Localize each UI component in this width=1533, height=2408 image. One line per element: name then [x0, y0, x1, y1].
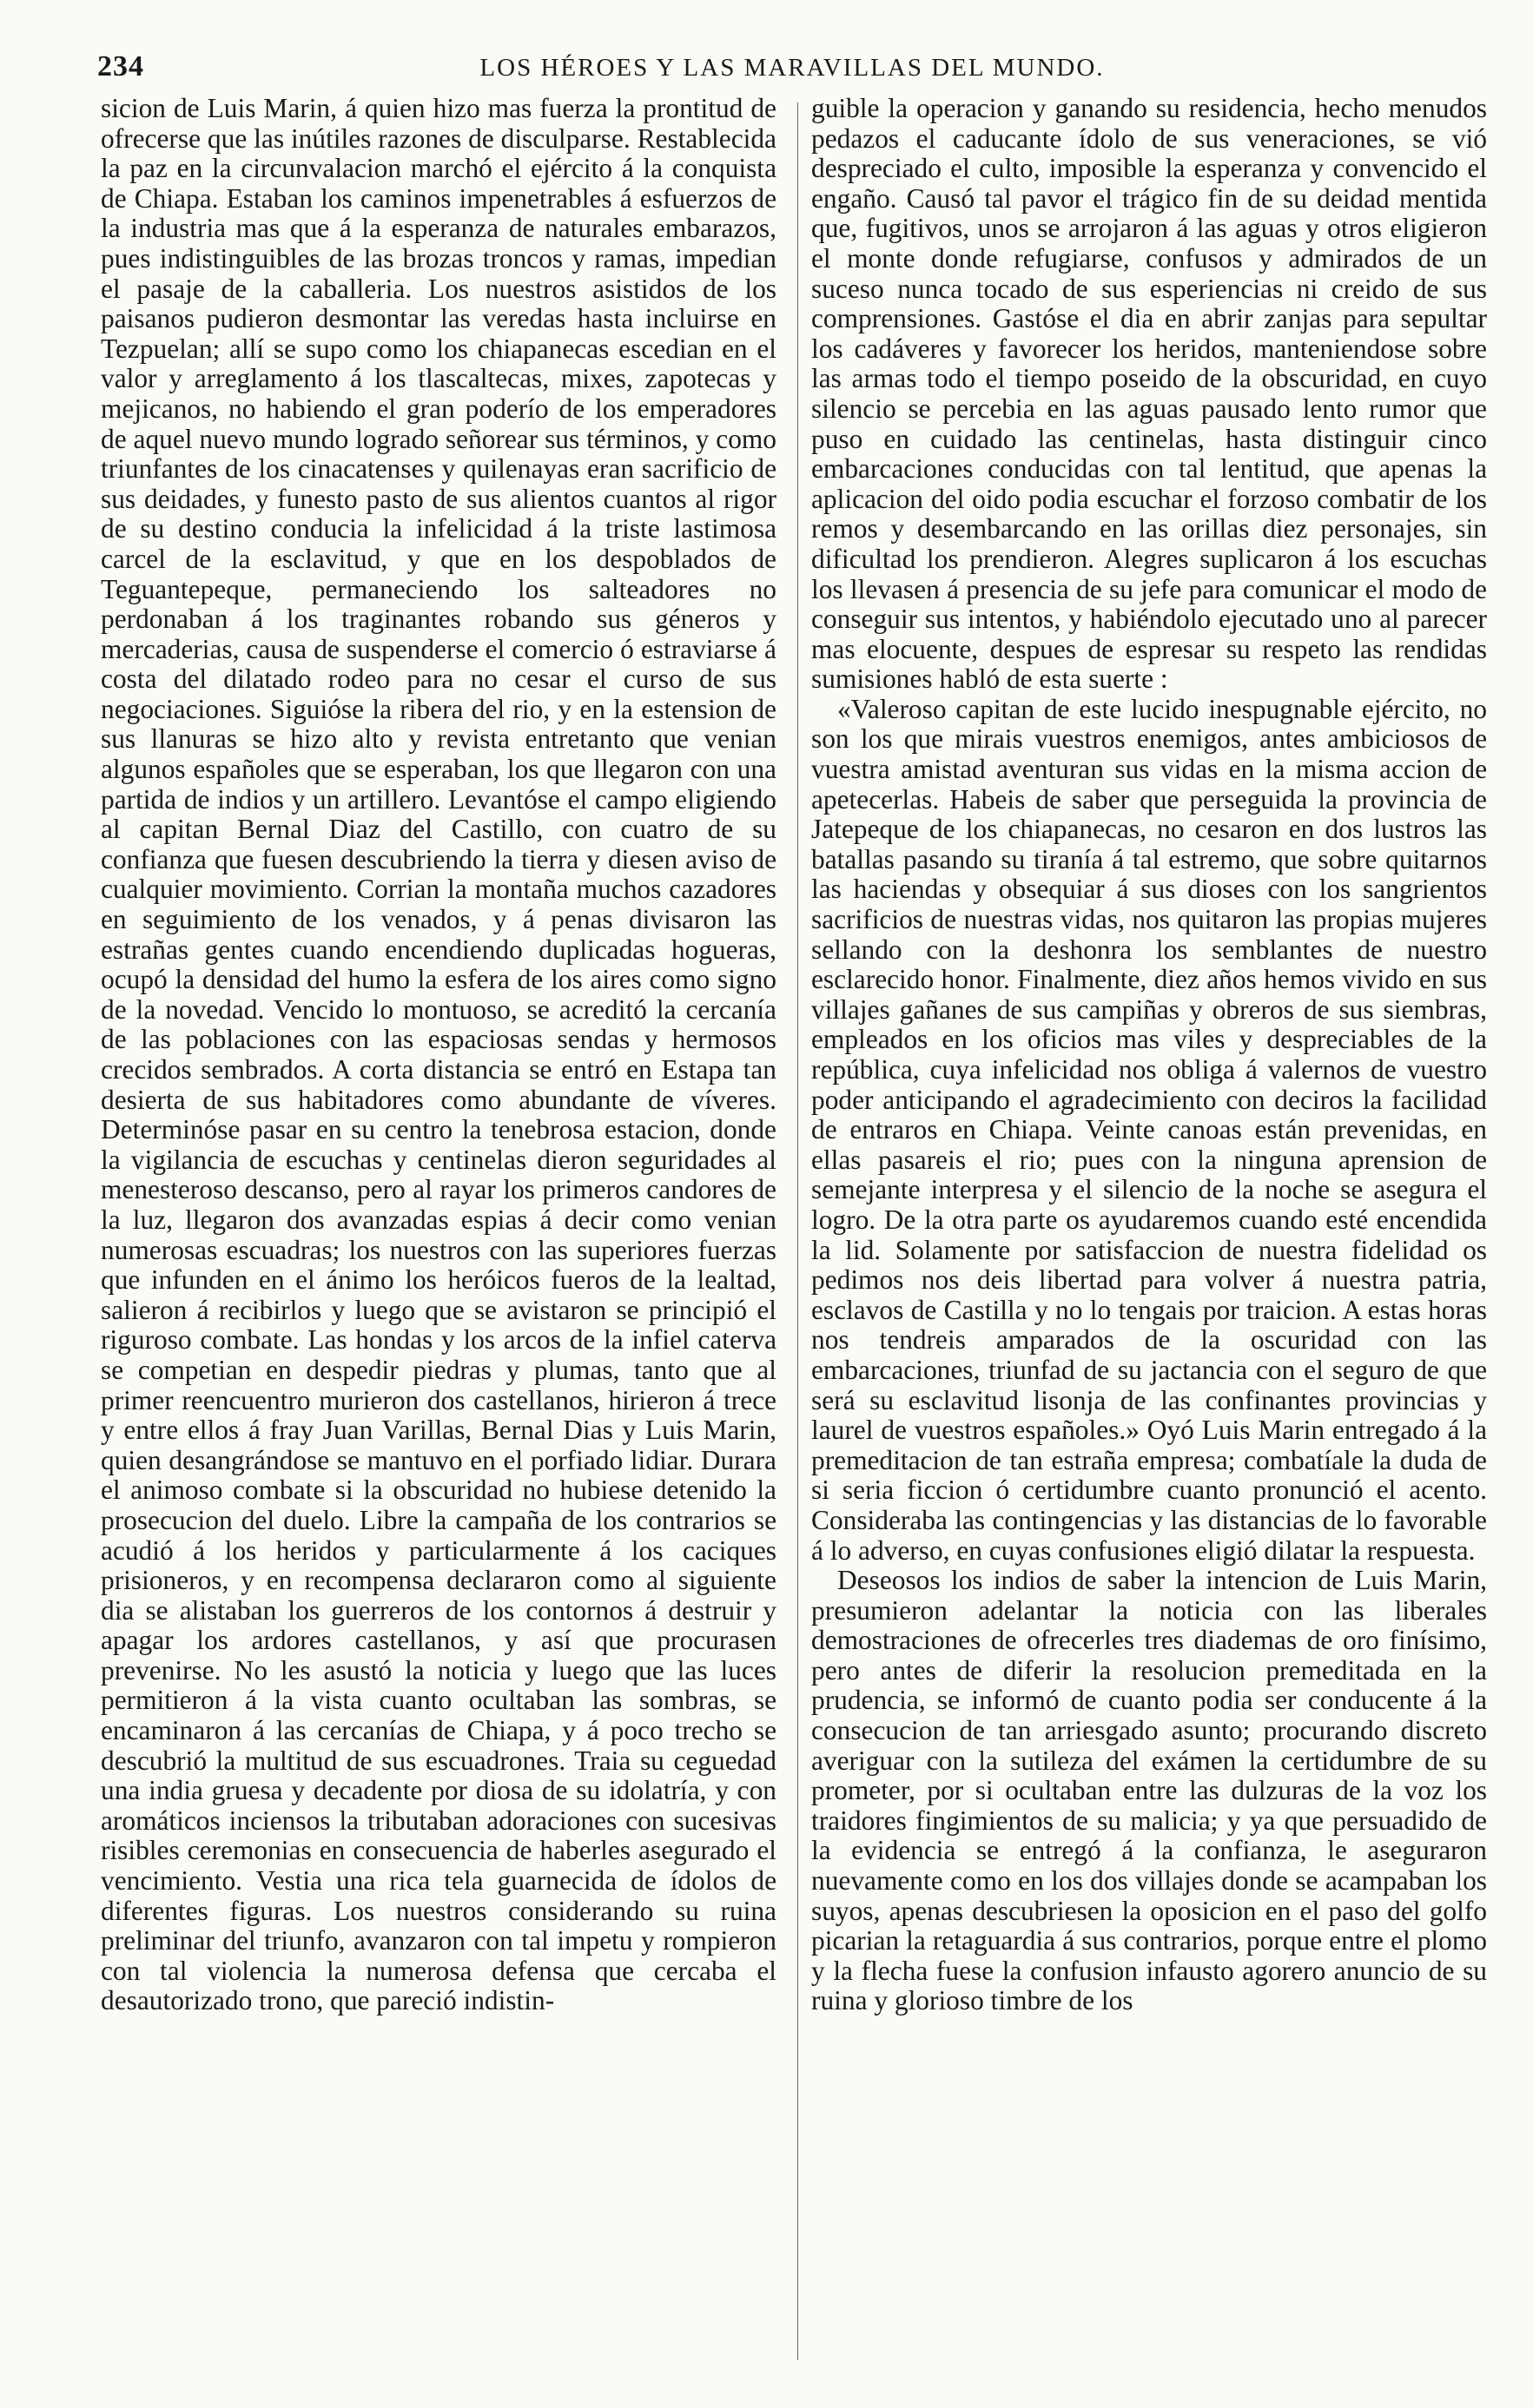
right-column [811, 94, 1487, 2369]
running-head [97, 50, 1487, 85]
right-paragraph-3: Deseosos los indios de saber la intencion de Luis Marin, presumieron adelantar la noticia con las liberales demostraciones de ofrecerles tres diademas de oro finísimo, pero antes de diferir la resolucion premeditada en la prudencia, se informó de cuanto podia ser conducente á la consecucion de tan arriesgado asunto; procurando discreto averiguar con la sutileza del exámen la certidumbre de su prometer, por si ocultaban entre las dulzuras de la voz los traidores fingimientos de su malicia; y ya que persuadido de la evidencia se entregó á la confianza, le aseguraron nuevamente como en los dos villajes donde se acampaban los suyos, apenas descubriesen la oposicion en el paso del golfo picarian la retaguardia á sus contrarios, porque entre el plomo y la flecha fuese la confusion infausto agorero anuncio de su ruina y glorioso timbre de los [811, 1565, 1487, 2016]
right-paragraph-1: guible la operacion y ganando su residencia, hecho menudos pedazos el caducante ídolo de sus veneraciones, se vió despreciado el culto, imposible la esperanza y convencido el engaño. Causó tal pavor el trágico fin de su deidad mentida que, fugitivos, unos se arrojaron á las aguas y otros eligieron el monte donde refugiarse, confusos y admirados de un suceso nunca tocado de sus esperiencias ni creido de sus comprensiones. Gastóse el dia en abrir zanjas para sepultar los cadáveres y favorecer los heridos, manteniendose sobre las armas todo el tiempo poseido de la obscuridad, en cuyo silencio se percebia en las aguas pausado lento rumor que puso en cuidado las centinelas, hasta distinguir cinco embarcaciones conducidas con tal lentitud, que apenas la aplicacion del oido podia escuchar el forzoso combatir de los remos y desembarcando en las orillas diez personajes, sin dificultad los prendieron. Alegres suplicaron á los escuchas los llevasen á presencia de su jefe para comunicar el modo de conseguir sus intentos, y habiéndolo ejecutado uno al parecer mas elocuente, despues de espresar su respeto las rendidas sumisiones habló de esta suerte : [811, 94, 1487, 695]
page-number: 234 [97, 50, 144, 82]
left-paragraph-1: sicion de Luis Marin, á quien hizo mas fuerza la prontitud de ofrecerse que las inútiles razones de disculparse. Restablecida la paz en la circunvalacion marchó el ejército á la conquista de Chiapa. Estaban los caminos impenetrables á esfuerzos de la industria mas que á la esperanza de naturales embarazos, pues indistinguibles de las brozas troncos y ramas, impedian el pasaje de la caballeria. Los nuestros asistidos de los paisanos pudieron desmontar las veredas hasta incluirse en Tezpuelan; allí se supo como los chiapanecas escedian en el valor y arreglamento á los tlascaltecas, mixes, zapotecas y mejicanos, no habiendo el gran poderío de los emperadores de aquel nuevo mundo logrado señorear sus términos, y como triunfantes de los cinacatenses y quilenayas eran sacrificio de sus deidades, y funesto pasto de sus alientos cuantos al rigor de su destino conducia la infelicidad á la triste lastimosa carcel de la esclavitud, y que en los despoblados de Teguantepeque, permaneciendo los salteadores no perdonaban á los traginantes robando sus géneros y mercaderias, causa de suspenderse el comercio ó estraviarse á costa del dilatado rodeo para no cesar el curso de sus negociaciones. Siguióse la ribera del rio, y en la estension de sus llanuras se hizo alto y revista entretanto que venian algunos españoles que se esperaban, los que llegaron con una partida de indios y un artillero. Levantóse el campo eligiendo al capitan Bernal Diaz del Castillo, con cuatro de su confianza que fuesen descubriendo la tierra y diesen aviso de cualquier movimiento. Corrian la montaña muchos cazadores en seguimiento de los venados, y á penas divisaron las estrañas gentes cuando encendiendo duplicadas hogueras, ocupó la densidad del humo la esfera de los aires como signo de la novedad. Vencido lo montuoso, se acreditó la cercanía de las poblaciones con las espaciosas sendas y hermosos crecidos sembrados. A corta distancia se entró en Estapa tan desierta de sus habitadores como abundante de víveres. Determinóse pasar en su centro la tenebrosa estacion, donde la vigilancia de escuchas y centinelas dieron seguridades al menesteroso descanso, pero al rayar los primeros candores de la luz, llegaron dos avanzadas espias á decir como venian numerosas escuadras; los nuestros con las superiores fuerzas que infunden en el ánimo los heróicos fueros de la lealtad, salieron á recibirlos y luego que se avistaron se principió el riguroso combate. Las hondas y los arcos de la infiel caterva se competian en despedir piedras y plumas, tanto que al primer reencuentro murieron dos castellanos, hirieron á trece y entre ellos á fray Juan Varillas, Bernal Dias y Luis Marin, quien desangrándose se mantuvo en el porfiado lidiar. Durara el animoso combate si la obscuridad no hubiese detenido la prosecucion del duelo. Libre la campaña de los contrarios se acudió á los heridos y particularmente á los caciques prisioneros, y en recompensa declararon como al siguiente dia se alistaban los guerreros de los contornos á destruir y apagar los ardores castellanos, y así que procurasen prevenirse. No les asustó la noticia y luego que las luces permitieron á la vista cuanto ocultaban las sombras, se encaminaron á las cercanías de Chiapa, y á poco trecho se descubrió la multitud de sus escuadrones. Traia su ceguedad una india gruesa y decadente por diosa de su idolatría, y con aromáticos inciensos la tributaban adoraciones con sucesivas risibles ceremonias en consecuencia de haberles asegurado el vencimiento. Vestia una rica tela guarnecida de ídolos de diferentes figuras. Los nuestros considerando su ruina preliminar del triunfo, avanzaron con tal impetu y rompieron con tal violencia la numerosa defensa que cercaba el desautorizado trono, que pareció indistin- [101, 94, 776, 2016]
right-paragraph-2: «Valeroso capitan de este lucido inespugnable ejército, no son los que mirais vuestros enemigos, antes ambiciosos de vuestra amistad aventuran sus vidas en la misma accion de apetecerlas. Habeis de saber que perseguida la provincia de Jatepeque de los chiapanecas, no cesaron en dos lustros las batallas pasando su tiranía á tal estremo, que sobre quitarnos las haciendas y obsequiar á sus dioses con los sangrientos sacrificios de nuestras vidas, nos quitaron las propias mujeres sellando con la deshonra los semblantes de nuestro esclarecido honor. Finalmente, diez años hemos vivido en sus villajes gañanes de sus campiñas y obreros de sus siembras, empleados en los oficios mas viles y despreciables de la república, cuya infelicidad nos obliga á valernos de vuestro poder anticipando el agradecimiento con deciros la facilidad de entraros en Chiapa. Veinte canoas están prevenidas, en ellas pasareis el rio; pues con la ninguna aprension de semejante interpresa y el silencio de la noche se asegura el logro. De la otra parte os ayudaremos cuando esté encendida la lid. Solamente por satisfaccion de nuestra fidelidad os pedimos nos deis libertad para volver á nuestra patria, esclavos de Castilla y no lo tengais por traicion. A estas horas nos tendreis amparados de la oscuridad con las embarcaciones, triunfad de su jactancia con el seguro de que será su esclavitud lisonja de las confinantes provincias y laurel de vuestros españoles.» Oyó Luis Marin entregado á la premeditacion de tan estraña empresa; combatíale la duda de si seria ficcion ó certidumbre cuanto pronunció el acento. Consideraba las contingencias y las distancias de lo favorable á lo adverso, en cuyas confusiones eligió dilatar la respuesta. [811, 693, 1487, 1566]
left-column [101, 94, 776, 2369]
running-title: LOS HÉROES Y LAS MARAVILLAS DEL MUNDO. [479, 54, 1105, 82]
column-divider [797, 102, 798, 2360]
